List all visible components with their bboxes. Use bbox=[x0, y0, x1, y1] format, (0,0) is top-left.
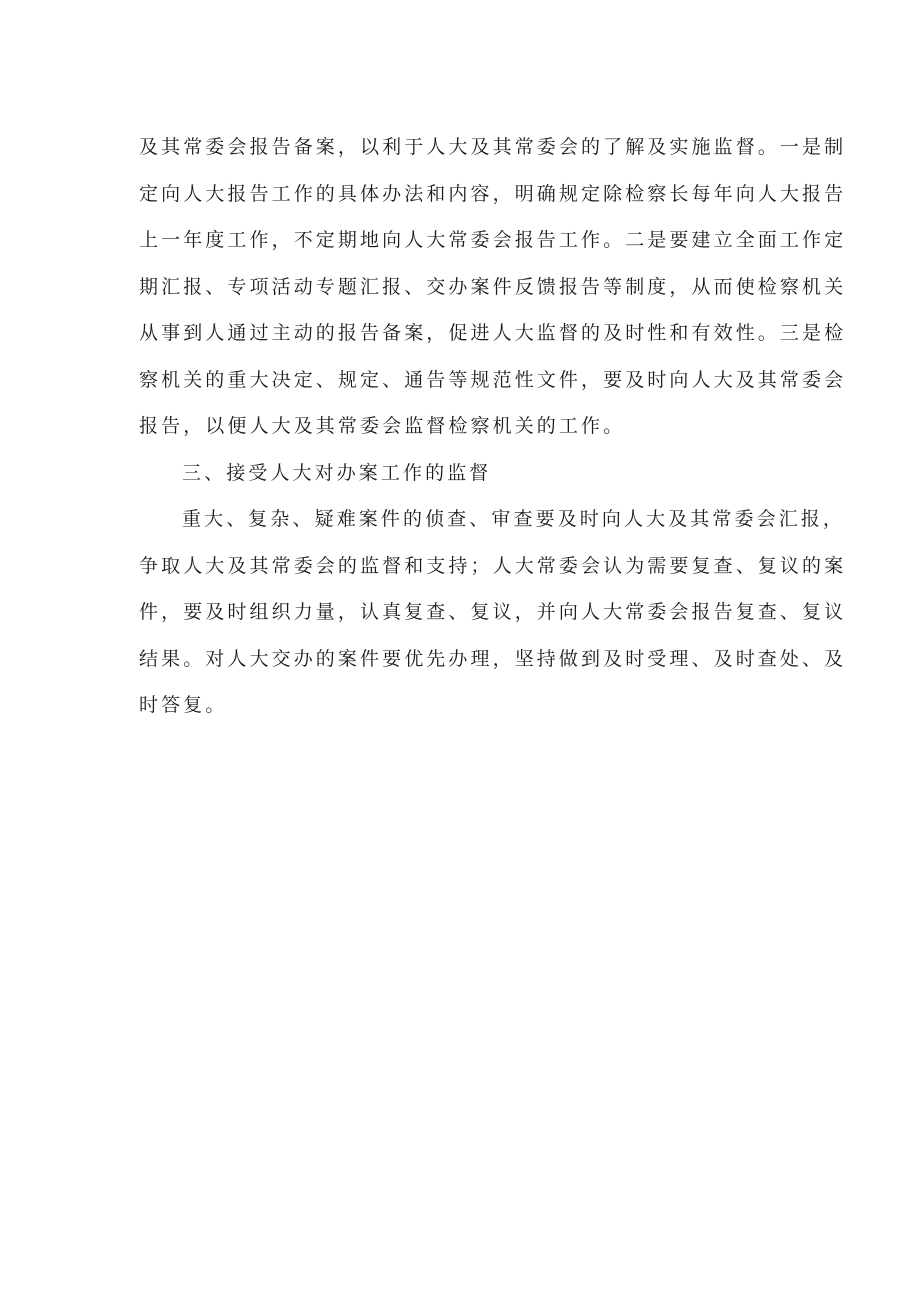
paragraph-1-line: 上一年度工作，不定期地向人大常委会报告工作。二是要建立全面工作定 bbox=[139, 229, 847, 251]
paragraph-1-line: 报告，以便人大及其常委会监督检察机关的工作。 bbox=[139, 415, 626, 437]
section-heading: 三、接受人大对办案工作的监督 bbox=[182, 461, 492, 484]
paragraph-1-line: 察机关的重大决定、规定、通告等规范性文件，要及时向人大及其常委会 bbox=[139, 368, 847, 391]
document-body bbox=[139, 124, 847, 729]
paragraph-1-line: 及其常委会报告备案，以利于人大及其常委会的了解及实施监督。一是制 bbox=[139, 136, 847, 158]
paragraph-2-line: 件，要及时组织力量，认真复查、复议，并向人大常委会报告复查、复议 bbox=[139, 601, 847, 623]
paragraph-2-line: 结果。对人大交办的案件要优先办理，坚持做到及时受理、及时查处、及 bbox=[139, 647, 847, 670]
paragraph-2-line: 争取人大及其常委会的监督和支持；人大常委会认为需要复查、复议的案 bbox=[139, 554, 847, 577]
paragraph-1-line: 从事到人通过主动的报告备案，促进人大监督的及时性和有效性。三是检 bbox=[139, 322, 847, 344]
paragraph-1-line: 定向人大报告工作的具体办法和内容，明确规定除检察长每年向人大报告 bbox=[139, 182, 847, 205]
paragraph-1-line: 期汇报、专项活动专题汇报、交办案件反馈报告等制度，从而使检察机关 bbox=[139, 275, 847, 298]
paragraph-2-line: 重大、复杂、疑难案件的侦查、审查要及时向人大及其常委会汇报， bbox=[182, 508, 846, 530]
paragraph-2-line: 时答复。 bbox=[139, 694, 228, 716]
paragraph-2 bbox=[139, 496, 847, 729]
paragraph-1 bbox=[139, 124, 847, 450]
